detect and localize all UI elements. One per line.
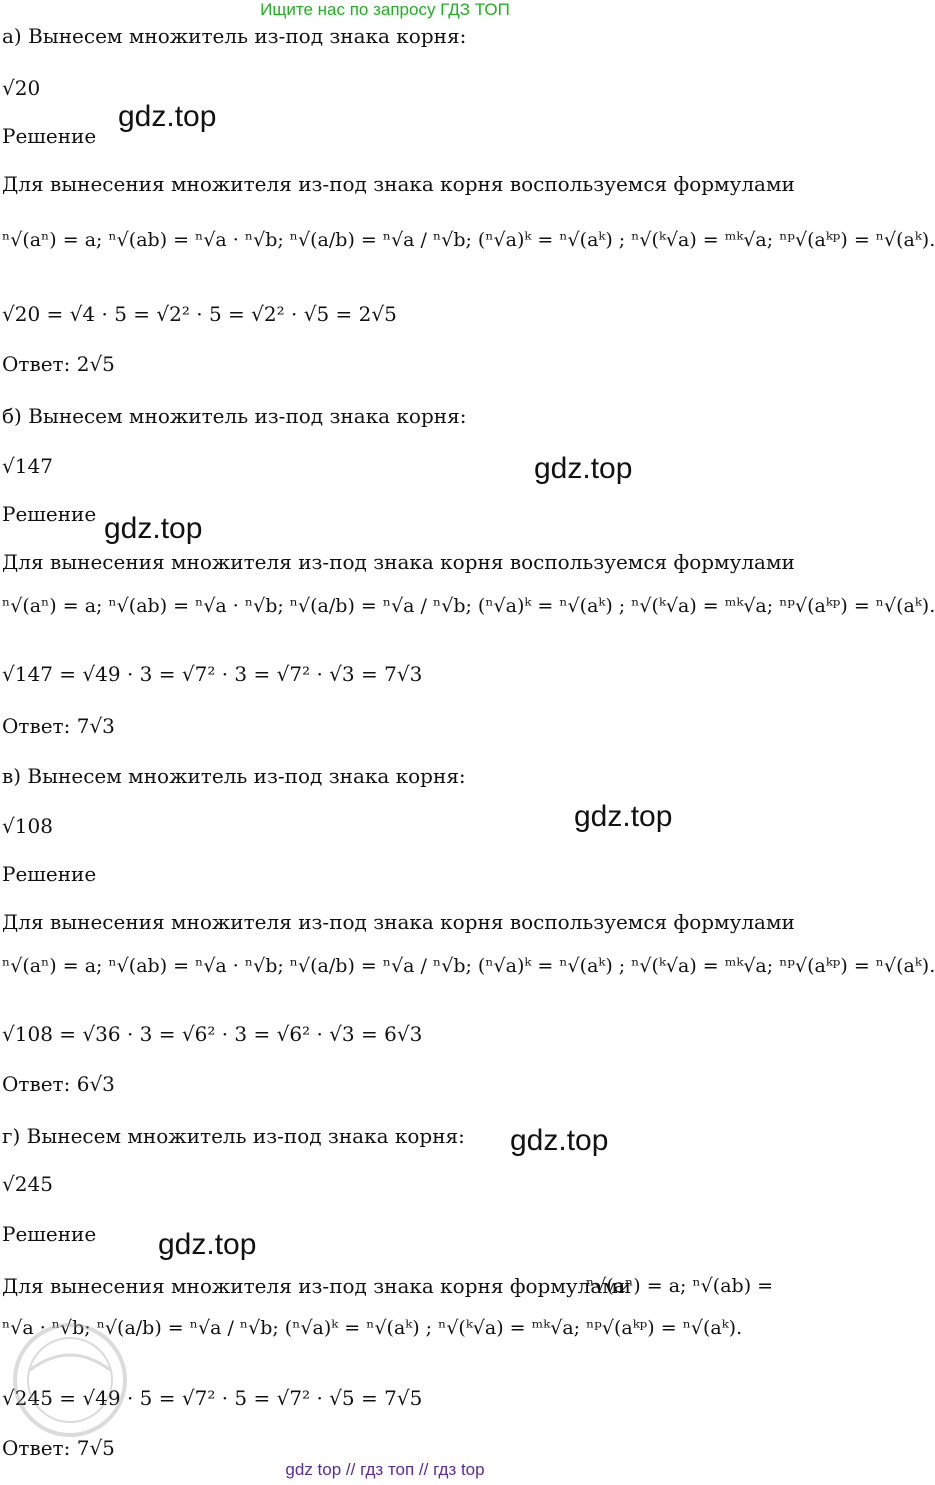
task-b-calculation: √147 = √49 · 3 = √7² · 3 = √7² · √3 = 7√3 — [2, 662, 423, 686]
footer-links[interactable]: gdz top // гдз топ // гдз top — [285, 1460, 485, 1479]
task-d-calculation: √245 = √49 · 5 = √7² · 5 = √7² · √5 = 7√5 — [2, 1386, 423, 1410]
task-c-solution-label: Решение — [2, 862, 97, 886]
watermark: gdz.top — [574, 800, 673, 833]
task-d-expression: √245 — [2, 1172, 53, 1196]
task-c-formulas: ⁿ√(aⁿ) = a; ⁿ√(ab) = ⁿ√a · ⁿ√b; ⁿ√(a/b) = ⁿ√a / ⁿ√b; (ⁿ√a)ᵏ = ⁿ√(aᵏ) ; ⁿ√(ᵏ√a) = ᵐᵏ√a; ⁿᵖ√(aᵏᵖ) = ⁿ√(aᵏ). — [2, 955, 935, 977]
task-c-calculation: √108 = √36 · 3 = √6² · 3 = √6² · √3 = 6√3 — [2, 1022, 423, 1046]
task-b-answer: Ответ: 7√3 — [2, 714, 115, 738]
task-a-answer: Ответ: 2√5 — [2, 352, 115, 376]
reshak-stamp-logo — [0, 1300, 150, 1450]
task-d-solution-label: Решение — [2, 1222, 97, 1246]
task-b-solution-label: Решение — [2, 502, 97, 526]
task-b-expression: √147 — [2, 454, 53, 478]
task-d-intro-formulas: ⁿ√(aⁿ) = a; ⁿ√(ab) = — [586, 1275, 774, 1297]
task-d-answer: Ответ: 7√5 — [2, 1436, 115, 1460]
task-a-formulas: ⁿ√(aⁿ) = a; ⁿ√(ab) = ⁿ√a · ⁿ√b; ⁿ√(a/b) = ⁿ√a / ⁿ√b; (ⁿ√a)ᵏ = ⁿ√(aᵏ) ; ⁿ√(ᵏ√a) = ᵐᵏ√a; ⁿᵖ√(aᵏᵖ) = ⁿ√(aᵏ). — [2, 229, 935, 251]
task-a-expression: √20 — [2, 76, 41, 100]
watermark: gdz.top — [510, 1124, 609, 1157]
task-b-statement: б) Вынесем множитель из-под знака корня: — [2, 404, 467, 428]
task-a-solution-label: Решение — [2, 124, 97, 148]
task-d-intro: Для вынесения множителя из-под знака корня формулами — [2, 1274, 632, 1298]
task-a-statement: а) Вынесем множитель из-под знака корня: — [2, 24, 467, 48]
task-c-statement: в) Вынесем множитель из-под знака корня: — [2, 764, 466, 788]
task-a-intro: Для вынесения множителя из-под знака корня воспользуемся формулами — [2, 172, 795, 196]
watermark: gdz.top — [158, 1228, 257, 1261]
watermark: gdz.top — [118, 100, 217, 133]
task-d-statement: г) Вынесем множитель из-под знака корня: — [2, 1124, 465, 1148]
task-b-intro: Для вынесения множителя из-под знака корня воспользуемся формулами — [2, 550, 795, 574]
task-a-calculation: √20 = √4 · 5 = √2² · 5 = √2² · √5 = 2√5 — [2, 302, 397, 326]
task-c-intro: Для вынесения множителя из-под знака корня воспользуемся формулами — [2, 910, 795, 934]
task-c-answer: Ответ: 6√3 — [2, 1072, 115, 1096]
search-hint-link[interactable]: Ищите нас по запросу ГДЗ ТОП — [260, 0, 510, 19]
task-c-expression: √108 — [2, 814, 53, 838]
watermark: gdz.top — [104, 512, 203, 545]
task-b-formulas: ⁿ√(aⁿ) = a; ⁿ√(ab) = ⁿ√a · ⁿ√b; ⁿ√(a/b) = ⁿ√a / ⁿ√b; (ⁿ√a)ᵏ = ⁿ√(aᵏ) ; ⁿ√(ᵏ√a) = ᵐᵏ√a; ⁿᵖ√(aᵏᵖ) = ⁿ√(aᵏ). — [2, 595, 935, 617]
task-d-formulas: ⁿ√a · ⁿ√b; ⁿ√(a/b) = ⁿ√a / ⁿ√b; (ⁿ√a)ᵏ = ⁿ√(aᵏ) ; ⁿ√(ᵏ√a) = ᵐᵏ√a; ⁿᵖ√(aᵏᵖ) = ⁿ√(aᵏ). — [2, 1317, 743, 1339]
watermark: gdz.top — [534, 452, 633, 485]
